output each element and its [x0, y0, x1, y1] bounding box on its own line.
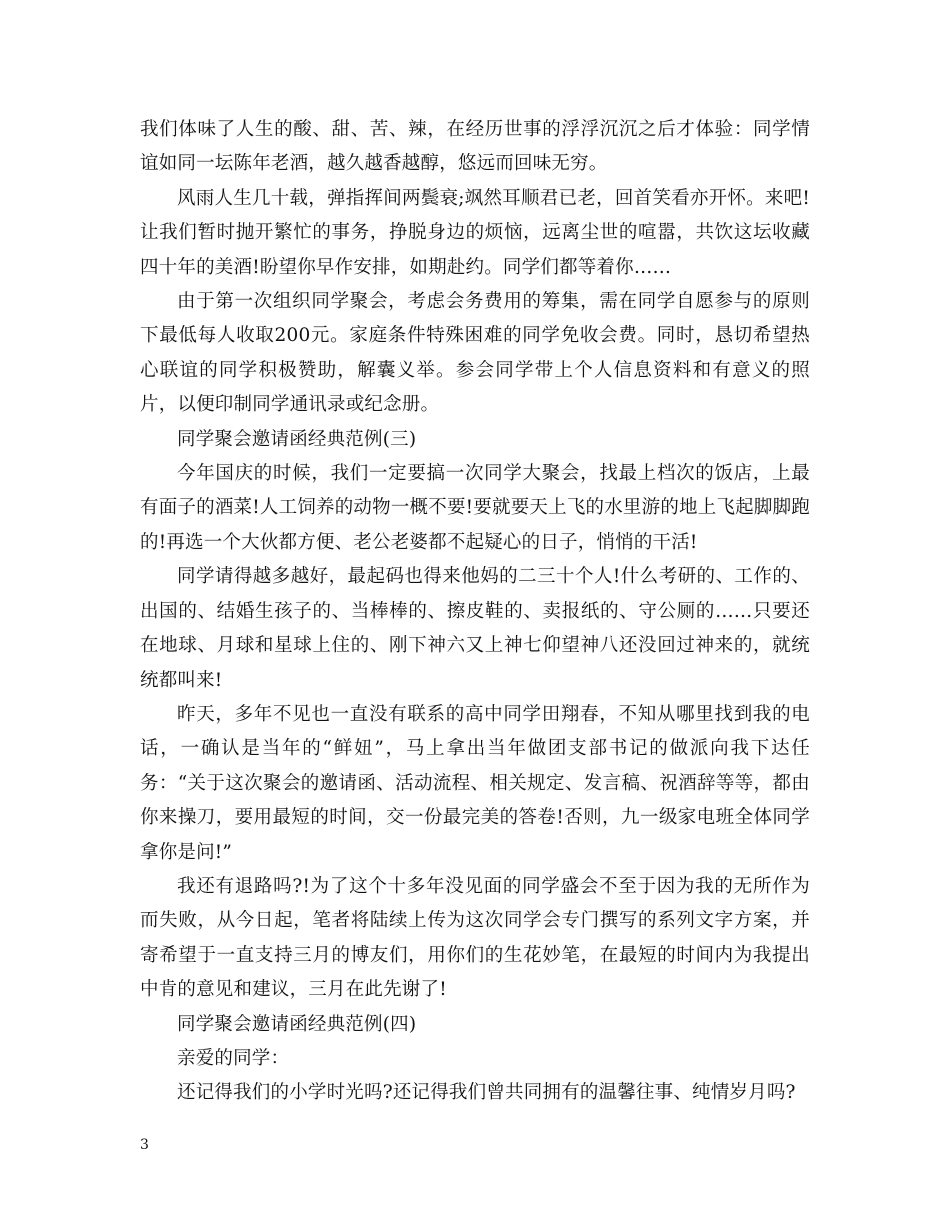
paragraph-5: 同学请得越多越好，最起码也得来他妈的二三十个人!什么考研的、工作的、出国的、结婚生孩子的、当棒棒的、擦皮鞋的、卖报纸的、守公厕的……只要还在地球、月球和星球上住的、刚下神六又上神七仰望神八还没回过神来的，就统统都叫来!	[140, 566, 810, 691]
paragraph-1: 我们体味了人生的酸、甜、苦、辣，在经历世事的浮浮沉沉之后才体验：同学情谊如同一坛陈年老酒，越久越香越醇，悠远而回味无穷。	[140, 119, 810, 175]
paragraph-2: 风雨人生几十载，弹指挥间两鬓衰;飒然耳顺君已老，回首笑看亦开怀。来吧!让我们暂时抛开繁忙的事务，挣脱身边的烦恼，远离尘世的喧嚣，共饮这坛收藏四十年的美酒!盼望你早作安排，如期赴约。同学们都等着你……	[140, 187, 810, 278]
paragraph-7: 我还有退路吗?!为了这个十多年没见面的同学盛会不至于因为我的无所作为而失败，从今日起，笔者将陆续上传为这次同学会专门撰写的系列文字方案，并寄希望于一直支持三月的博友们，用你们的生花妙笔，在最短的时间内为我提出中肯的意见和建议，三月在此先谢了!	[140, 875, 810, 1001]
paragraph-3: 由于第一次组织同学聚会，考虑会务费用的筹集，需在同学自愿参与的原则下最低每人收取200元。家庭条件特殊困难的同学免收会费。同时，恳切希望热心联谊的同学积极赞助，解囊义举。参会同学带上个人信息资料和有意义的照片，以便印制同学通讯录或纪念册。	[140, 291, 810, 416]
paragraph-6: 昨天，多年不见也一直没有联系的高中同学田翔春，不知从哪里找到我的电话，一确认是当年的“鲜妞”，马上拿出当年做团支部书记的做派向我下达任务：“关于这次聚会的邀请函、活动流程、相关规定、发言稿、祝酒辞等等，都由你来操刀，要用最短的时间，交一份最完美的答卷!否则，九一级家电班全体同学拿你是问!”	[140, 703, 810, 863]
salutation: 亲爱的同学：	[177, 1047, 290, 1069]
page-number: 3	[140, 1137, 149, 1153]
section-heading-3: 同学聚会邀请函经典范例(三)	[177, 428, 417, 450]
paragraph-4: 今年国庆的时候，我们一定要搞一次同学大聚会，找最上档次的饭店，上最有面子的酒菜!人工饲养的动物一概不要!要就要天上飞的水里游的地上飞起脚脚跑的!再选一个大伙都方便、老公老婆都不起疑心的日子，悄悄的干活!	[140, 463, 810, 553]
paragraph-8: 还记得我们的小学时光吗?还记得我们曾共同拥有的温馨往事、纯情岁月吗?	[177, 1082, 796, 1104]
section-heading-4: 同学聚会邀请函经典范例(四)	[177, 1013, 417, 1035]
document-body	[140, 113, 810, 1111]
